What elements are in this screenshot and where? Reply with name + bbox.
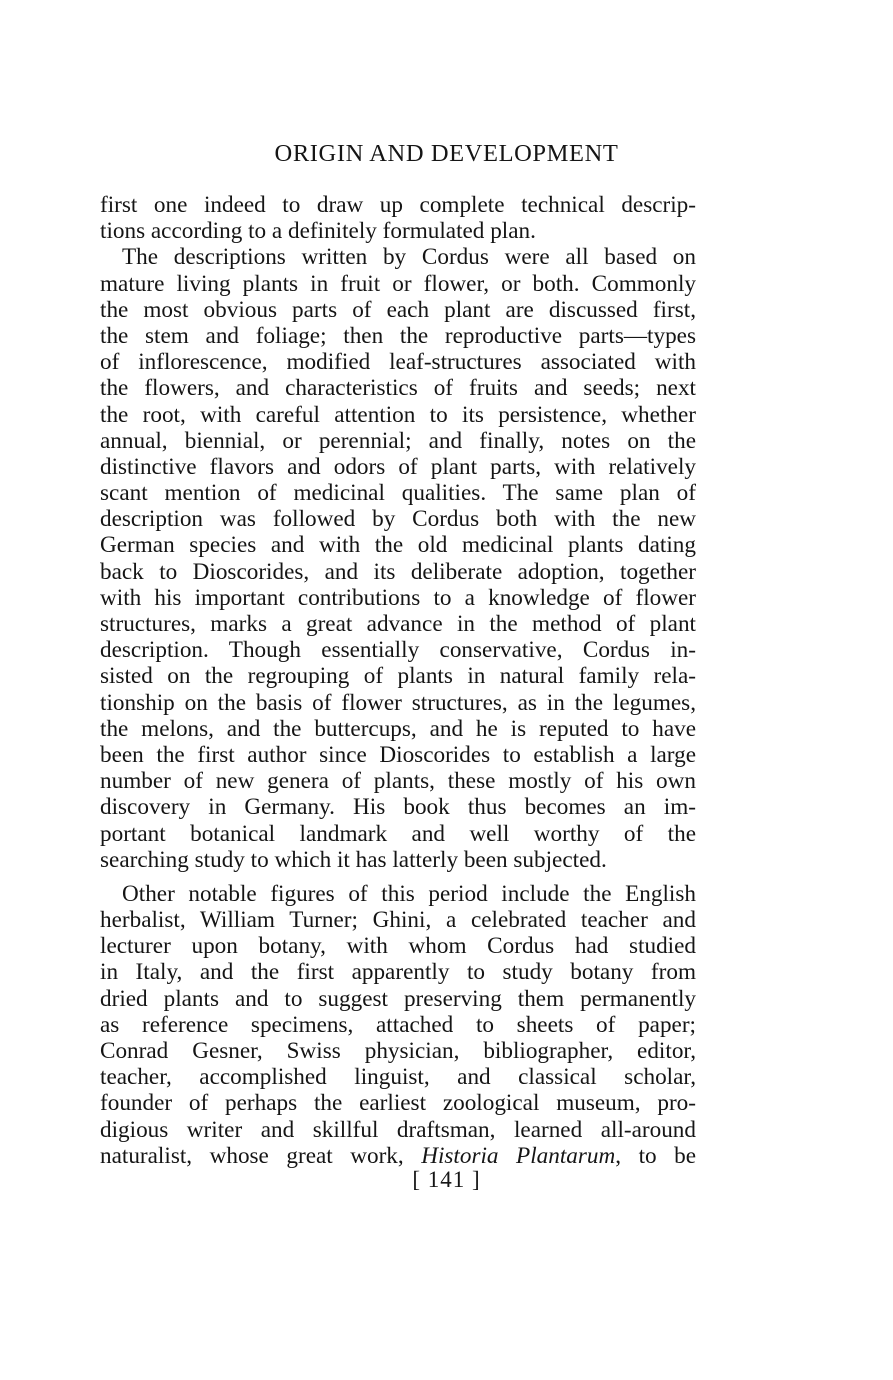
text-line: sisted on the regrouping of plants in natural family rela- <box>100 663 696 690</box>
paragraph <box>100 881 696 1169</box>
text-line: description was followed by Cordus both with the new <box>100 506 696 533</box>
text-line: herbalist, William Turner; Ghini, a celebrated teacher and <box>100 907 696 934</box>
text-line: German species and with the old medicinal plants dating <box>100 532 696 559</box>
text-line: structures, marks a great advance in the method of plant <box>100 611 696 637</box>
body-text <box>100 192 696 1169</box>
text-line: the melons, and the buttercups, and he is reputed to have <box>100 715 696 742</box>
text-line: been the first author since Dioscorides to establish a large <box>100 741 696 768</box>
text-line: tionship on the basis of flower structures, as in the legumes, <box>100 689 696 716</box>
running-head: ORIGIN AND DEVELOPMENT <box>274 140 619 167</box>
paragraph <box>100 192 696 244</box>
text-line: back to Dioscorides, and its deliberate adoption, together <box>100 558 696 585</box>
text-line: the stem and foliage; then the reproductive parts—types <box>100 322 696 349</box>
text-fragment: , to be <box>615 1142 697 1169</box>
text-line: founder of perhaps the earliest zoological museum, pro- <box>100 1090 696 1117</box>
text-line: Conrad Gesner, Swiss physician, bibliographer, editor, <box>100 1038 696 1064</box>
text-fragment: naturalist, whose great work, <box>100 1142 422 1169</box>
book-title-italic: Historia Plantarum <box>421 1142 616 1169</box>
text-line: number of new genera of plants, these mostly of his own <box>100 768 696 795</box>
text-line: of inflorescence, modified leaf-structures associated with <box>100 349 696 376</box>
text-line: scant mention of medicinal qualities. The same plan of <box>100 480 696 507</box>
text-line: the flowers, and characteristics of fruits and seeds; next <box>100 375 696 402</box>
text-line: Other notable figures of this period include the English <box>122 880 696 907</box>
text-line: teacher, accomplished linguist, and classical scholar, <box>100 1064 696 1091</box>
text-line: discovery in Germany. His book thus becomes an im- <box>100 794 696 821</box>
text-line: with his important contributions to a knowledge of flower <box>100 584 696 611</box>
text-line: annual, biennial, or perennial; and finally, notes on the <box>100 427 696 454</box>
text-line: in Italy, and the first apparently to study botany from <box>100 959 696 986</box>
text-line: the root, with careful attention to its persistence, whether <box>100 401 696 428</box>
text-line: portant botanical landmark and well worthy of the <box>100 820 696 847</box>
text-line: dried plants and to suggest preserving them permanently <box>100 985 696 1012</box>
text-line: first one indeed to draw up complete technical descrip- <box>100 192 696 218</box>
text-line: tions according to a definitely formulated plan. <box>100 218 536 245</box>
page-number: [ 141 ] <box>412 1167 481 1192</box>
paragraph-gap <box>100 873 696 881</box>
text-line: as reference specimens, attached to sheets of paper; <box>100 1011 696 1038</box>
text-line: the most obvious parts of each plant are discussed first, <box>100 296 696 323</box>
text-line: mature living plants in fruit or flower, or both. Commonly <box>100 270 696 297</box>
paragraph <box>100 244 696 873</box>
text-line: The descriptions written by Cordus were all based on <box>122 244 696 271</box>
text-line: searching study to which it has latterly been subjected. <box>100 846 607 873</box>
text-line: digious writer and skillful draftsman, learned all-around <box>100 1116 696 1143</box>
text-line: description. Though essentially conservative, Cordus in- <box>100 637 696 664</box>
text-line: distinctive flavors and odors of plant parts, with relatively <box>100 453 696 480</box>
text-line: lecturer upon botany, with whom Cordus had studied <box>100 933 696 960</box>
